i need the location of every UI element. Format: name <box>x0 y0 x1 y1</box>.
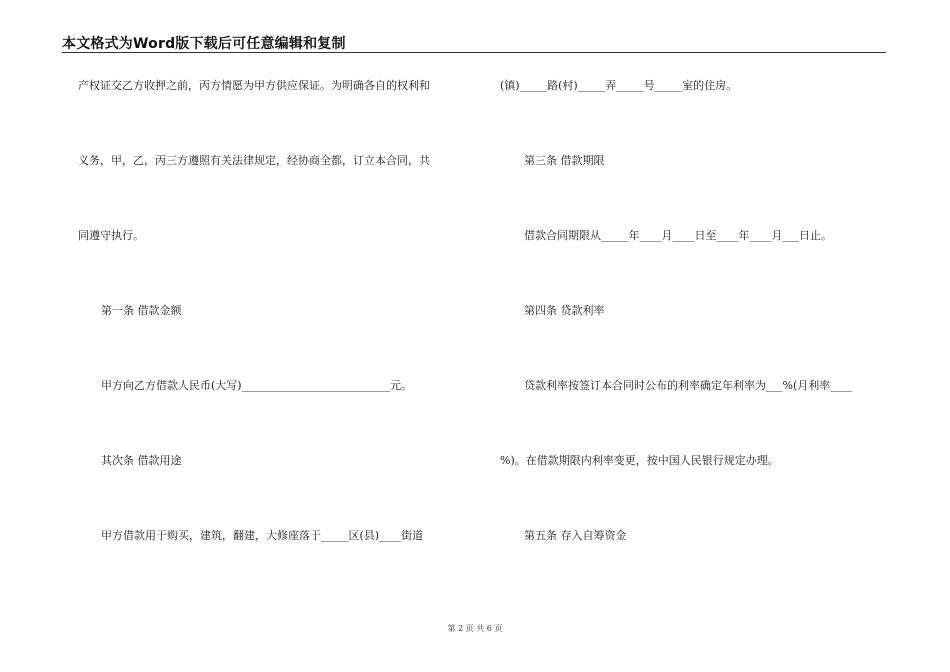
right-column-line-1: (镇)_____路(村)_____弄_____号_____室的住房。 <box>500 79 738 92</box>
left-column-line-1: 产权证交乙方收押之前，丙方情愿为甲方供应保证。为明确各自的权利和 <box>78 79 430 92</box>
article-2-heading: 其次条 借款用途 <box>101 454 182 467</box>
left-column-line-3: 同遵守执行。 <box>78 229 144 242</box>
page-header-title: 本文格式为Word版下载后可任意编辑和复制 <box>62 36 346 52</box>
left-column-line-2: 义务，甲，乙，丙三方遵照有关法律规定，经协商全都，订立本合同，共 <box>78 154 430 167</box>
article-1-heading: 第一条 借款金额 <box>101 304 182 317</box>
article-5-heading: 第五条 存入自筹资金 <box>524 529 627 542</box>
right-column-line-3: 借款合同期限从_____年____月____日至____年____月___日止。 <box>524 229 832 242</box>
left-column-line-7: 甲方借款用于购买，建筑，翻建，大修座落于_____区(县)____街道 <box>101 529 424 542</box>
left-column-line-5: 甲方向乙方借款人民币(大写)___________________________元。 <box>101 379 413 392</box>
right-column-line-6: %)。在借款期限内利率变更，按中国人民银行规定办理。 <box>500 454 779 467</box>
header-divider <box>62 52 886 53</box>
article-3-heading: 第三条 借款期限 <box>524 154 605 167</box>
right-column-line-5: 贷款利率按签订本合同时公布的利率确定年利率为___%(月利率____ <box>524 379 853 392</box>
article-4-heading: 第四条 贷款利率 <box>524 304 605 317</box>
page-number-footer: 第 2 页 共 6 页 <box>447 624 503 633</box>
